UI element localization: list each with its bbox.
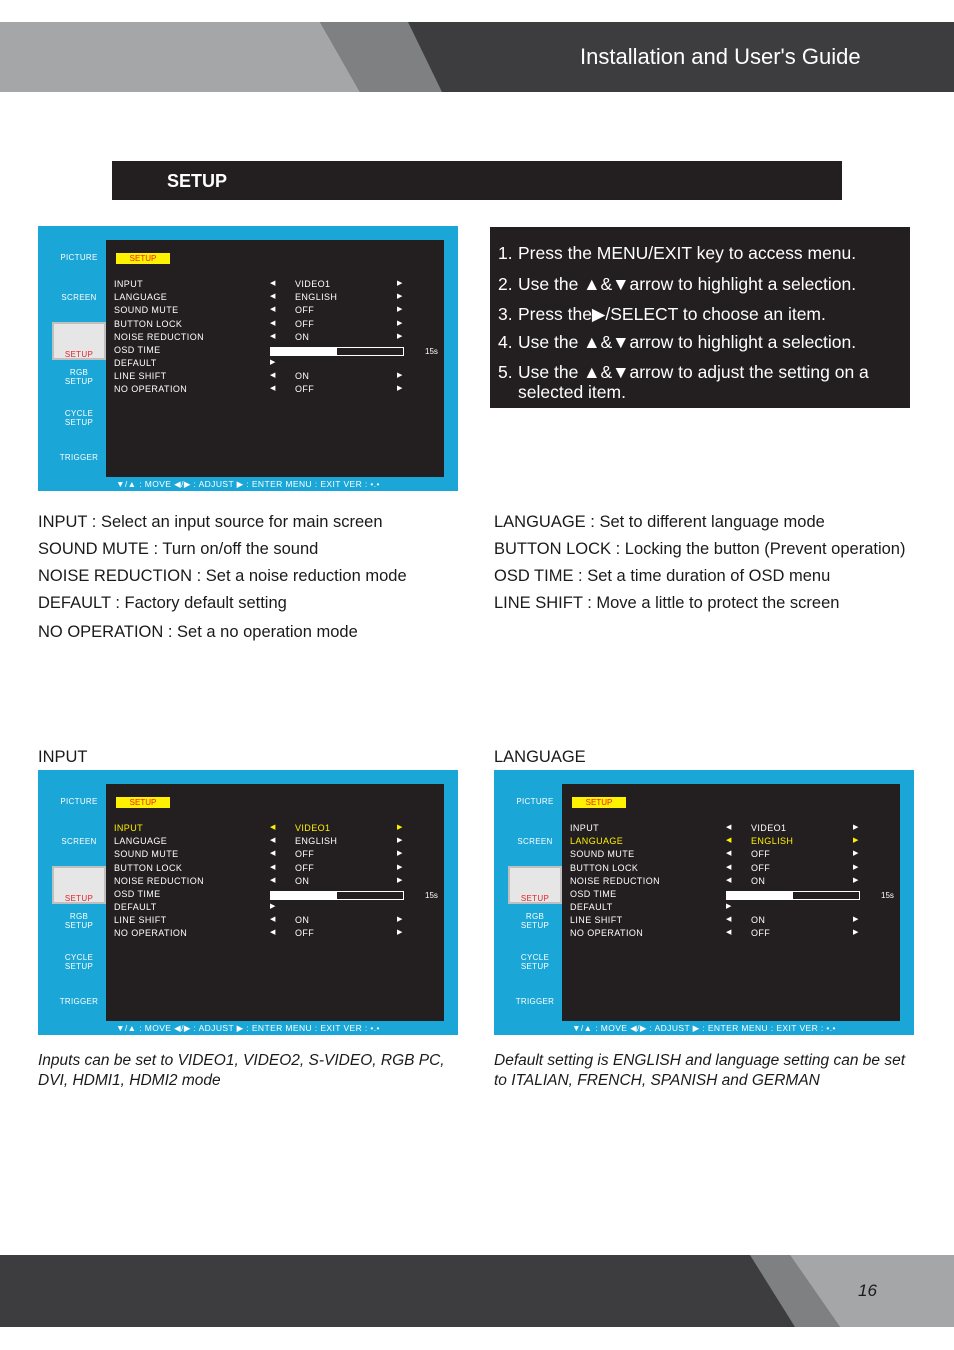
osd-row-label: NO OPERATION	[570, 928, 644, 938]
section-title: SETUP	[167, 171, 228, 191]
left-arrow-icon: ◀	[270, 333, 276, 340]
osd-row-label: LANGUAGE	[570, 836, 624, 846]
osd-row-label: SOUND MUTE	[114, 305, 179, 315]
page-header	[0, 22, 954, 92]
language-section-label: LANGUAGE	[494, 748, 586, 766]
step-2: 2. Use the ▲&▼arrow to highlight a selection.	[498, 274, 857, 294]
osd-row-value: OFF	[751, 928, 771, 938]
osd-screen	[106, 240, 444, 477]
osd-key-legend: ▼/▲ : MOVE ◀/▶ : ADJUST ▶ : ENTER MENU : EXIT VER : •.•	[116, 479, 380, 489]
right-arrow-icon: ▶	[397, 916, 403, 923]
left-arrow-icon: ◀	[270, 824, 276, 831]
left-arrow-icon: ◀	[726, 916, 732, 923]
osd-key-legend: ▼/▲ : MOVE ◀/▶ : ADJUST ▶ : ENTER MENU : EXIT VER : •.•	[116, 1023, 380, 1033]
osd-row-label: LANGUAGE	[114, 836, 168, 846]
osd-tab-rgb-setup: RGB SETUP	[520, 912, 550, 930]
osd-row-label: NOISE REDUCTION	[114, 332, 205, 342]
right-arrow-icon: ▶	[853, 877, 859, 884]
osd-time-seconds: 15s	[425, 347, 438, 356]
left-arrow-icon: ◀	[726, 837, 732, 844]
right-arrow-icon: ▶	[397, 385, 403, 392]
step-5: 5. Use the ▲&▼arrow to adjust the setting on a	[498, 362, 869, 382]
osd-row-value: OFF	[295, 319, 315, 329]
osd-row-label: SOUND MUTE	[570, 849, 635, 859]
right-arrow-icon: ▶	[397, 877, 403, 884]
osd-time-seconds: 15s	[425, 891, 438, 900]
osd-row-label: DEFAULT	[114, 902, 157, 912]
left-arrow-icon: ◀	[726, 824, 732, 831]
osd-tab-screen: SCREEN	[61, 293, 97, 302]
osd-language-screenshot	[494, 770, 914, 1035]
osd-row-label: LINE SHIFT	[570, 915, 623, 925]
right-arrow-icon: ▶	[397, 929, 403, 936]
osd-input-screenshot	[38, 770, 458, 1035]
osd-menu-tag: SETUP	[572, 797, 626, 808]
osd-tab-screen: SCREEN	[61, 837, 97, 846]
right-arrow-icon: ▶	[270, 903, 276, 910]
right-arrow-icon: ▶	[397, 333, 403, 340]
osd-row-value: OFF	[295, 305, 315, 315]
osd-row-value: OFF	[295, 384, 315, 394]
osd-tab-trigger: TRIGGER	[59, 997, 99, 1006]
left-arrow-icon: ◀	[726, 929, 732, 936]
left-arrow-icon: ◀	[270, 306, 276, 313]
osd-row-label: NO OPERATION	[114, 384, 188, 394]
osd-screen	[562, 784, 900, 1021]
page-footer	[0, 1255, 954, 1327]
left-arrow-icon: ◀	[726, 864, 732, 871]
osd-row-label: LINE SHIFT	[114, 371, 167, 381]
right-arrow-icon: ▶	[397, 293, 403, 300]
osd-tab-cycle-setup: CYCLE SETUP	[520, 953, 550, 971]
left-arrow-icon: ◀	[270, 929, 276, 936]
right-arrow-icon: ▶	[853, 864, 859, 871]
osd-time-seconds: 15s	[881, 891, 894, 900]
osd-tab-screen: SCREEN	[517, 837, 553, 846]
osd-row-value: VIDEO1	[295, 823, 331, 833]
osd-sidebar	[508, 784, 562, 1021]
right-arrow-icon: ▶	[397, 837, 403, 844]
osd-sidebar	[52, 784, 106, 1021]
osd-row-value: ENGLISH	[295, 292, 338, 302]
osd-row-value: OFF	[751, 849, 771, 859]
osd-menu-tag: SETUP	[116, 253, 170, 264]
osd-row-label: NOISE REDUCTION	[114, 876, 205, 886]
osd-row-value: ENGLISH	[295, 836, 338, 846]
osd-tab-setup: SETUP	[52, 866, 106, 904]
right-arrow-icon: ▶	[397, 850, 403, 857]
desc-input: INPUT : Select an input source for main screen	[38, 513, 383, 531]
desc-noise-reduction: NOISE REDUCTION : Set a noise reduction mode	[38, 567, 407, 585]
left-arrow-icon: ◀	[270, 385, 276, 392]
osd-time-bar-fill	[271, 348, 337, 355]
osd-row-label: NOISE REDUCTION	[570, 876, 661, 886]
osd-time-bar	[270, 891, 404, 900]
input-caption: Inputs can be set to VIDEO1, VIDEO2, S-VIDEO, RGB PC, DVI, HDMI1, HDMI2 mode	[38, 1052, 445, 1089]
right-arrow-icon: ▶	[270, 359, 276, 366]
osd-setup-screenshot	[38, 226, 458, 491]
left-arrow-icon: ◀	[270, 877, 276, 884]
right-arrow-icon: ▶	[853, 850, 859, 857]
osd-row-value: OFF	[751, 863, 771, 873]
header-title: Installation and User's Guide	[580, 44, 861, 69]
osd-row-value: ON	[295, 876, 310, 886]
right-arrow-icon: ▶	[853, 929, 859, 936]
osd-row-label: INPUT	[570, 823, 599, 833]
page-number: 16	[858, 1281, 877, 1300]
osd-row-label: DEFAULT	[570, 902, 613, 912]
osd-row-label: BUTTON LOCK	[114, 319, 183, 329]
osd-menu-tag: SETUP	[116, 797, 170, 808]
osd-row-value: VIDEO1	[751, 823, 787, 833]
right-arrow-icon: ▶	[853, 824, 859, 831]
osd-tab-picture: PICTURE	[516, 797, 554, 806]
osd-tab-picture: PICTURE	[60, 253, 98, 262]
header-stripe-light	[0, 22, 380, 92]
left-arrow-icon: ◀	[726, 850, 732, 857]
left-arrow-icon: ◀	[270, 837, 276, 844]
osd-row-label: BUTTON LOCK	[114, 863, 183, 873]
step-1: 1. Press the MENU/EXIT key to access menu.	[498, 243, 857, 263]
osd-tab-cycle-setup: CYCLE SETUP	[64, 409, 94, 427]
right-arrow-icon: ▶	[397, 320, 403, 327]
desc-no-operation: NO OPERATION : Set a no operation mode	[38, 623, 358, 641]
osd-tab-rgb-setup: RGB SETUP	[64, 912, 94, 930]
left-arrow-icon: ◀	[726, 877, 732, 884]
left-arrow-icon: ◀	[270, 280, 276, 287]
desc-line-shift: LINE SHIFT : Move a little to protect the screen	[494, 594, 840, 612]
left-arrow-icon: ◀	[270, 320, 276, 327]
left-arrow-icon: ◀	[270, 916, 276, 923]
desc-sound-mute: SOUND MUTE : Turn on/off the sound	[38, 540, 319, 558]
osd-row-label: OSD TIME	[114, 889, 161, 899]
osd-key-legend: ▼/▲ : MOVE ◀/▶ : ADJUST ▶ : ENTER MENU : EXIT VER : •.•	[572, 1023, 836, 1033]
osd-row-value: ON	[295, 915, 310, 925]
osd-row-label: INPUT	[114, 279, 143, 289]
right-arrow-icon: ▶	[397, 824, 403, 831]
osd-time-bar	[270, 347, 404, 356]
osd-time-bar-fill	[271, 892, 337, 899]
step-5-continued: selected item.	[518, 382, 626, 402]
desc-button-lock: BUTTON LOCK : Locking the button (Prevent operation)	[494, 540, 906, 558]
osd-row-value: ON	[751, 915, 766, 925]
osd-row-value: OFF	[295, 863, 315, 873]
input-section-label: INPUT	[38, 748, 88, 766]
osd-tab-picture: PICTURE	[60, 797, 98, 806]
left-arrow-icon: ◀	[270, 864, 276, 871]
left-arrow-icon: ◀	[270, 850, 276, 857]
left-arrow-icon: ◀	[270, 372, 276, 379]
osd-screen	[106, 784, 444, 1021]
left-arrow-icon: ◀	[270, 293, 276, 300]
right-arrow-icon: ▶	[397, 864, 403, 871]
osd-row-value: OFF	[295, 849, 315, 859]
osd-time-bar-fill	[727, 892, 793, 899]
osd-time-bar	[726, 891, 860, 900]
osd-row-value: VIDEO1	[295, 279, 331, 289]
instruction-steps	[490, 227, 910, 408]
osd-row-label: OSD TIME	[570, 889, 617, 899]
osd-tab-setup: SETUP	[52, 322, 106, 360]
osd-row-label: SOUND MUTE	[114, 849, 179, 859]
osd-row-value: ON	[295, 332, 310, 342]
osd-row-value: ON	[751, 876, 766, 886]
osd-row-label: OSD TIME	[114, 345, 161, 355]
step-3: 3. Press the▶/SELECT to choose an item.	[498, 304, 826, 324]
osd-tab-trigger: TRIGGER	[59, 453, 99, 462]
osd-row-label: DEFAULT	[114, 358, 157, 368]
right-arrow-icon: ▶	[726, 903, 732, 910]
osd-row-value: ON	[295, 371, 310, 381]
osd-row-value: ENGLISH	[751, 836, 794, 846]
osd-row-label: INPUT	[114, 823, 143, 833]
osd-row-label: NO OPERATION	[114, 928, 188, 938]
osd-row-value: OFF	[295, 928, 315, 938]
desc-language: LANGUAGE : Set to different language mode	[494, 513, 825, 531]
right-arrow-icon: ▶	[397, 372, 403, 379]
right-arrow-icon: ▶	[853, 837, 859, 844]
osd-tab-trigger: TRIGGER	[515, 997, 555, 1006]
right-arrow-icon: ▶	[397, 280, 403, 287]
osd-tab-cycle-setup: CYCLE SETUP	[64, 953, 94, 971]
osd-tab-setup: SETUP	[508, 866, 562, 904]
right-arrow-icon: ▶	[853, 916, 859, 923]
osd-row-label: BUTTON LOCK	[570, 863, 639, 873]
language-caption: Default setting is ENGLISH and language setting can be set to ITALIAN, FRENCH, SPANISH and GERMAN	[494, 1052, 905, 1089]
desc-osd-time: OSD TIME : Set a time duration of OSD menu	[494, 567, 831, 585]
osd-row-label: LANGUAGE	[114, 292, 168, 302]
section-title-bar	[112, 161, 842, 200]
osd-sidebar	[52, 240, 106, 477]
osd-row-label: LINE SHIFT	[114, 915, 167, 925]
right-arrow-icon: ▶	[397, 306, 403, 313]
osd-tab-rgb-setup: RGB SETUP	[64, 368, 94, 386]
desc-default: DEFAULT : Factory default setting	[38, 594, 287, 612]
step-4: 4. Use the ▲&▼arrow to highlight a selection.	[498, 332, 857, 352]
